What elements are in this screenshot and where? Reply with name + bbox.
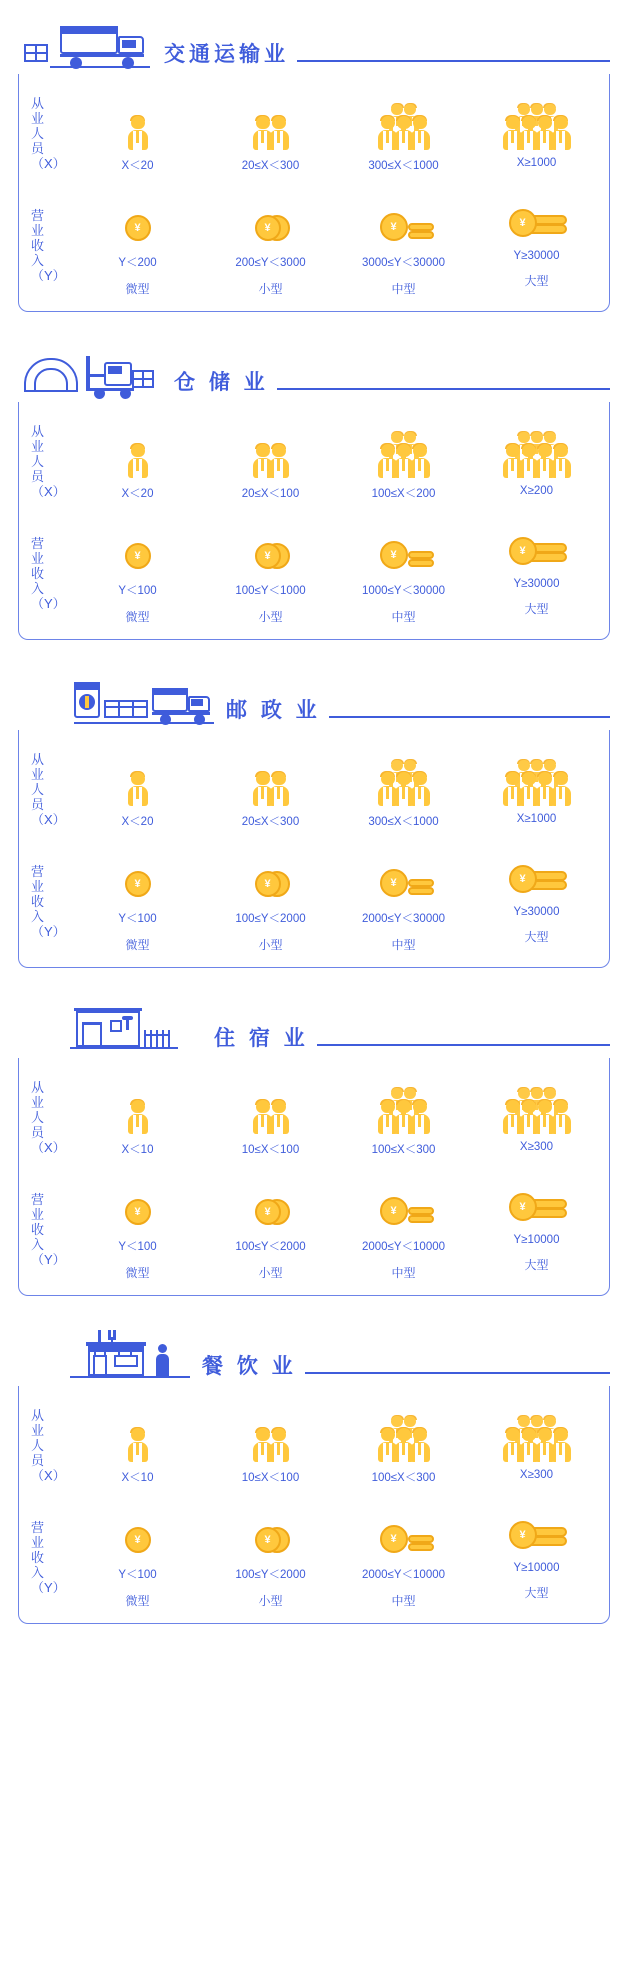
column-medium [337, 412, 470, 625]
section-transport [18, 14, 610, 312]
column-small [204, 84, 337, 297]
people-icon-1 [71, 1068, 204, 1134]
row-label-revenue: 营 业 收 入 （Y） [31, 1192, 66, 1267]
people-icon-1 [71, 84, 204, 150]
size-label: 大型 [524, 1258, 549, 1272]
size-label: 中型 [391, 1266, 416, 1280]
coin-icon-2: ¥ [204, 517, 337, 575]
people-threshold: 100≤X＜300 [371, 1144, 436, 1156]
revenue-threshold: Y＜100 [118, 1569, 157, 1581]
section-accommodation [18, 998, 610, 1296]
section-card [18, 1386, 610, 1624]
people-icon-2 [204, 1396, 337, 1462]
people-threshold: 20≤X＜300 [241, 816, 300, 828]
column-large [470, 740, 603, 953]
people-threshold: 20≤X＜100 [241, 488, 300, 500]
revenue-threshold: 1000≤Y＜30000 [361, 585, 446, 597]
section-card [18, 730, 610, 968]
revenue-threshold: Y＜100 [118, 585, 157, 597]
size-label: 中型 [391, 282, 416, 296]
row-label-people: 从 业 人 员 （X） [31, 752, 66, 827]
row-labels [25, 1068, 71, 1281]
people-icon-3 [337, 412, 470, 478]
restaurant-icon [70, 1328, 190, 1386]
people-threshold: 10≤X＜100 [241, 1472, 300, 1484]
column-medium [337, 740, 470, 953]
post-office-truck-icon [74, 672, 214, 730]
revenue-threshold: 200≤Y＜3000 [235, 257, 306, 269]
coin-icon-4: ¥ [470, 1497, 603, 1555]
people-threshold: X≥1000 [516, 157, 557, 169]
row-label-revenue: 营 业 收 入 （Y） [31, 864, 66, 939]
column-large [470, 84, 603, 297]
hotel-icon [70, 1000, 202, 1058]
section-card [18, 402, 610, 640]
people-icon-2 [204, 84, 337, 150]
title-rule [317, 1044, 610, 1046]
people-icon-3 [337, 740, 470, 806]
section-header [18, 342, 610, 402]
revenue-threshold: Y＜100 [118, 1241, 157, 1253]
people-threshold: X≥200 [519, 485, 554, 497]
size-label: 大型 [524, 274, 549, 288]
section-title: 住 宿 业 [214, 1027, 309, 1050]
row-label-people: 从 业 人 员 （X） [31, 96, 66, 171]
section-header [18, 998, 610, 1058]
people-threshold: X≥300 [519, 1469, 554, 1481]
people-icon-1 [71, 412, 204, 478]
coin-icon-4: ¥ [470, 513, 603, 571]
size-label: 微型 [125, 610, 150, 624]
people-threshold: X＜20 [121, 816, 154, 828]
people-threshold: 100≤X＜200 [371, 488, 436, 500]
row-label-people: 从 业 人 员 （X） [31, 424, 66, 499]
section-header [18, 14, 610, 74]
people-threshold: X≥1000 [516, 813, 557, 825]
revenue-threshold: 100≤Y＜1000 [235, 585, 306, 597]
column-large [470, 1396, 603, 1609]
people-icon-3 [337, 1396, 470, 1462]
section-title: 仓 储 业 [174, 371, 269, 394]
revenue-threshold: 100≤Y＜2000 [235, 1569, 306, 1581]
people-icon-2 [204, 412, 337, 478]
people-threshold: 100≤X＜300 [371, 1472, 436, 1484]
size-label: 大型 [524, 1586, 549, 1600]
row-label-people: 从 业 人 员 （X） [31, 1408, 66, 1483]
column-small [204, 1396, 337, 1609]
people-threshold: 10≤X＜100 [241, 1144, 300, 1156]
section-title: 餐 饮 业 [202, 1355, 297, 1378]
coin-icon-1: ¥ [71, 517, 204, 575]
section-catering [18, 1326, 610, 1624]
revenue-threshold: Y≥30000 [513, 250, 560, 262]
column-micro [71, 1396, 204, 1609]
truck-icon [24, 16, 152, 74]
revenue-threshold: 3000≤Y＜30000 [361, 257, 446, 269]
revenue-threshold: 2000≤Y＜10000 [361, 1569, 446, 1581]
people-icon-2 [204, 1068, 337, 1134]
size-label: 小型 [258, 610, 283, 624]
size-label: 微型 [125, 282, 150, 296]
coin-icon-3: ¥ [337, 1173, 470, 1231]
revenue-threshold: 2000≤Y＜30000 [361, 913, 446, 925]
size-label: 小型 [258, 938, 283, 952]
title-rule [305, 1372, 610, 1374]
column-medium [337, 1068, 470, 1281]
size-label: 小型 [258, 1266, 283, 1280]
people-icon-4 [470, 1068, 603, 1134]
column-large [470, 412, 603, 625]
coin-icon-3: ¥ [337, 517, 470, 575]
size-label: 中型 [391, 1594, 416, 1608]
warehouse-forklift-icon [24, 344, 162, 402]
coin-icon-1: ¥ [71, 1501, 204, 1559]
size-label: 小型 [258, 282, 283, 296]
people-threshold: X＜20 [121, 160, 154, 172]
coin-icon-4: ¥ [470, 185, 603, 243]
column-micro [71, 84, 204, 297]
coin-icon-3: ¥ [337, 845, 470, 903]
column-medium [337, 84, 470, 297]
size-label: 微型 [125, 938, 150, 952]
people-threshold: X＜10 [121, 1472, 154, 1484]
people-threshold: X＜10 [121, 1144, 154, 1156]
section-warehousing [18, 342, 610, 640]
title-rule [297, 60, 610, 62]
row-label-revenue: 营 业 收 入 （Y） [31, 536, 66, 611]
people-threshold: X≥300 [519, 1141, 554, 1153]
row-labels [25, 740, 71, 953]
column-medium [337, 1396, 470, 1609]
column-small [204, 740, 337, 953]
people-icon-4 [470, 1396, 603, 1462]
title-rule [277, 388, 610, 390]
column-small [204, 412, 337, 625]
size-label: 大型 [524, 602, 549, 616]
column-small [204, 1068, 337, 1281]
people-threshold: 300≤X＜1000 [368, 160, 439, 172]
coin-icon-1: ¥ [71, 189, 204, 247]
row-labels [25, 412, 71, 625]
column-micro [71, 412, 204, 625]
people-icon-2 [204, 740, 337, 806]
section-card [18, 1058, 610, 1296]
section-postal [18, 670, 610, 968]
coin-icon-2: ¥ [204, 845, 337, 903]
people-icon-1 [71, 740, 204, 806]
revenue-threshold: Y≥30000 [513, 906, 560, 918]
size-label: 微型 [125, 1594, 150, 1608]
people-threshold: 20≤X＜300 [241, 160, 300, 172]
row-labels [25, 84, 71, 297]
coin-icon-2: ¥ [204, 1501, 337, 1559]
section-header [18, 670, 610, 730]
section-title: 交通运输业 [164, 43, 289, 66]
section-title: 邮 政 业 [226, 699, 321, 722]
coin-icon-3: ¥ [337, 1501, 470, 1559]
coin-icon-3: ¥ [337, 189, 470, 247]
coin-icon-1: ¥ [71, 845, 204, 903]
revenue-threshold: Y＜200 [118, 257, 157, 269]
revenue-threshold: Y＜100 [118, 913, 157, 925]
coin-icon-4: ¥ [470, 1169, 603, 1227]
coin-icon-1: ¥ [71, 1173, 204, 1231]
row-label-revenue: 营 业 收 入 （Y） [31, 1520, 66, 1595]
revenue-threshold: 2000≤Y＜10000 [361, 1241, 446, 1253]
row-labels [25, 1396, 71, 1609]
row-label-revenue: 营 业 收 入 （Y） [31, 208, 66, 283]
coin-icon-2: ¥ [204, 189, 337, 247]
title-rule [329, 716, 610, 718]
people-icon-1 [71, 1396, 204, 1462]
people-threshold: X＜20 [121, 488, 154, 500]
column-micro [71, 740, 204, 953]
coin-icon-2: ¥ [204, 1173, 337, 1231]
people-icon-4 [470, 412, 603, 478]
revenue-threshold: Y≥10000 [513, 1562, 560, 1574]
size-label: 微型 [125, 1266, 150, 1280]
section-header [18, 1326, 610, 1386]
people-icon-3 [337, 84, 470, 150]
coin-icon-4: ¥ [470, 841, 603, 899]
row-label-people: 从 业 人 员 （X） [31, 1080, 66, 1155]
size-label: 中型 [391, 938, 416, 952]
column-large [470, 1068, 603, 1281]
people-icon-3 [337, 1068, 470, 1134]
people-threshold: 300≤X＜1000 [368, 816, 439, 828]
size-label: 中型 [391, 610, 416, 624]
size-label: 小型 [258, 1594, 283, 1608]
people-icon-4 [470, 740, 603, 806]
size-label: 大型 [524, 930, 549, 944]
revenue-threshold: Y≥30000 [513, 578, 560, 590]
revenue-threshold: 100≤Y＜2000 [235, 913, 306, 925]
people-icon-4 [470, 84, 603, 150]
section-card [18, 74, 610, 312]
revenue-threshold: 100≤Y＜2000 [235, 1241, 306, 1253]
column-micro [71, 1068, 204, 1281]
revenue-threshold: Y≥10000 [513, 1234, 560, 1246]
